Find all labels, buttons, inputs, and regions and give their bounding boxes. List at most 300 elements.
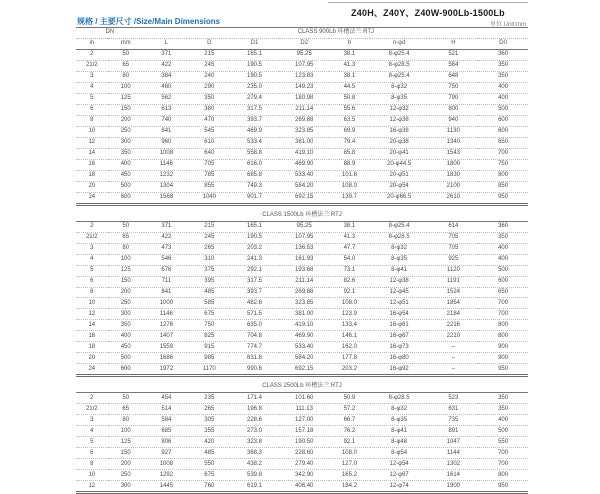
cell: 38.1 bbox=[343, 51, 356, 58]
cell: 323.8 bbox=[230, 437, 280, 448]
cell: 8-φ41 bbox=[370, 265, 429, 276]
cell: 1304 bbox=[144, 181, 189, 192]
table-row bbox=[76, 265, 528, 276]
cell: 891 bbox=[429, 426, 479, 437]
column-header: n-φd bbox=[370, 38, 429, 49]
cell: 825 bbox=[189, 331, 230, 342]
column-header: D0 bbox=[478, 38, 528, 49]
table-row bbox=[76, 342, 528, 353]
cell: 180.98 bbox=[279, 93, 329, 104]
cell: 1568 bbox=[144, 192, 189, 204]
cell: 685 bbox=[144, 426, 189, 437]
cell: 18 bbox=[76, 342, 108, 353]
cell: 500 bbox=[108, 353, 144, 364]
cell: 149.23 bbox=[279, 82, 329, 93]
cell: 600 bbox=[478, 276, 528, 287]
cell: 136.53 bbox=[279, 243, 329, 254]
cell: 190.5 bbox=[230, 60, 280, 71]
cell: 533.4 bbox=[230, 137, 280, 148]
cell: 381.00 bbox=[279, 137, 329, 148]
cell: 16-φ67 bbox=[370, 331, 429, 342]
cell: 1276 bbox=[144, 320, 189, 331]
cell: 806 bbox=[144, 437, 189, 448]
cell: 500 bbox=[478, 265, 528, 276]
cell: 675 bbox=[189, 470, 230, 481]
cell: 18 bbox=[76, 170, 108, 181]
cell: 80 bbox=[108, 243, 144, 254]
cell: 190.50 bbox=[279, 437, 329, 448]
cell: 162.0 bbox=[329, 342, 370, 353]
cell: 245 bbox=[189, 60, 230, 71]
cell: 240 bbox=[189, 71, 230, 82]
cell: 675 bbox=[189, 309, 230, 320]
cell: 469.90 bbox=[279, 159, 329, 170]
cell: 50 bbox=[122, 394, 130, 401]
dimensions-table-section-1 bbox=[76, 27, 528, 206]
cell: 350 bbox=[478, 71, 528, 82]
cell: 4 bbox=[76, 254, 108, 265]
cell: 65 bbox=[108, 232, 144, 243]
cell: 20-φ38 bbox=[370, 137, 429, 148]
cell: 450 bbox=[108, 170, 144, 181]
table-row bbox=[76, 470, 528, 481]
cell: 1543 bbox=[429, 148, 479, 159]
cell: 342.90 bbox=[279, 470, 329, 481]
cell: 500 bbox=[478, 104, 528, 115]
cell: 850 bbox=[478, 181, 528, 192]
cell: 395 bbox=[189, 276, 230, 287]
cell: 831.8 bbox=[230, 353, 280, 364]
cell: 8 bbox=[76, 115, 108, 126]
cell: 12-φ38 bbox=[370, 115, 429, 126]
cell: 705 bbox=[189, 159, 230, 170]
cell: 438.2 bbox=[230, 459, 280, 470]
cell: 12 bbox=[76, 137, 108, 148]
cell: 250 bbox=[108, 298, 144, 309]
cell: 750 bbox=[429, 82, 479, 93]
cell: 1614 bbox=[429, 470, 479, 481]
cell: 111.13 bbox=[279, 404, 329, 415]
cell: 539.8 bbox=[230, 470, 280, 481]
cell: 14 bbox=[76, 148, 108, 159]
cell: 14 bbox=[76, 320, 108, 331]
cell: 21/2 bbox=[76, 232, 108, 243]
cell: 800 bbox=[478, 331, 528, 342]
cell: 123.83 bbox=[279, 71, 329, 82]
cell: 1146 bbox=[144, 159, 189, 170]
cell: 1340 bbox=[429, 137, 479, 148]
cell: 700 bbox=[478, 448, 528, 459]
cell: 841 bbox=[144, 126, 189, 137]
cell: 20-φ41 bbox=[370, 148, 429, 159]
table-row bbox=[76, 159, 528, 170]
cell: 6 bbox=[76, 276, 108, 287]
cell: 350 bbox=[478, 232, 528, 243]
cell: 350 bbox=[108, 148, 144, 159]
table-row bbox=[76, 426, 528, 437]
cell: 57.2 bbox=[329, 404, 370, 415]
cell: 469.9 bbox=[230, 126, 280, 137]
cell: 1120 bbox=[429, 265, 479, 276]
cell: 8-φ35 bbox=[370, 93, 429, 104]
cell: 400 bbox=[478, 82, 528, 93]
cell: 482.6 bbox=[230, 298, 280, 309]
cell: 735 bbox=[429, 415, 479, 426]
cell: 8-φ41 bbox=[370, 426, 429, 437]
cell: 2610 bbox=[429, 192, 479, 204]
cell: 20 bbox=[76, 181, 108, 192]
table-row bbox=[76, 364, 528, 376]
cell: 44.5 bbox=[329, 82, 370, 93]
cell: 65 bbox=[108, 60, 144, 71]
cell: 473 bbox=[144, 243, 189, 254]
cell: – bbox=[429, 353, 479, 364]
cell: 450 bbox=[108, 342, 144, 353]
cell: 95.25 bbox=[296, 51, 312, 58]
cell: 950 bbox=[478, 364, 528, 376]
unit-label: 单位 Unit:mm bbox=[489, 22, 526, 28]
table-row bbox=[76, 192, 528, 204]
cell: 12-φ38 bbox=[370, 276, 429, 287]
cell: 800 bbox=[478, 170, 528, 181]
cell: 545 bbox=[189, 126, 230, 137]
cell: 16-φ80 bbox=[370, 353, 429, 364]
cell: 2 bbox=[90, 51, 94, 58]
cell: 940 bbox=[429, 115, 479, 126]
cell: 960 bbox=[144, 137, 189, 148]
cell: 323.85 bbox=[279, 298, 329, 309]
cell: 419.10 bbox=[279, 320, 329, 331]
cell: 245 bbox=[189, 232, 230, 243]
cell: 161.93 bbox=[279, 254, 329, 265]
cell: 400 bbox=[478, 93, 528, 104]
cell: 1972 bbox=[144, 364, 189, 376]
cell: 211.14 bbox=[279, 104, 329, 115]
cell: 2210 bbox=[429, 331, 479, 342]
cell: 1191 bbox=[429, 276, 479, 287]
cell: 521 bbox=[448, 51, 459, 58]
cell: 8 bbox=[76, 459, 108, 470]
cell: 692.15 bbox=[279, 192, 329, 204]
dimensions-table-section-2 bbox=[76, 210, 528, 378]
cell: 100 bbox=[108, 82, 144, 93]
cell: 400 bbox=[108, 331, 144, 342]
cell: 8-φ25.4 bbox=[370, 71, 429, 82]
cell: 107.95 bbox=[279, 60, 329, 71]
cell: 685.8 bbox=[230, 170, 280, 181]
table-row bbox=[76, 298, 528, 309]
column-header: mm bbox=[108, 38, 144, 49]
cell: 705 bbox=[429, 243, 479, 254]
cell: 384 bbox=[144, 71, 189, 82]
cell: 841 bbox=[144, 287, 189, 298]
cell: 65 bbox=[108, 404, 144, 415]
cell: 1000 bbox=[144, 298, 189, 309]
cell: 50 bbox=[122, 223, 130, 230]
cell: 562 bbox=[144, 93, 189, 104]
cell: 790 bbox=[429, 93, 479, 104]
cell: 317.5 bbox=[230, 276, 280, 287]
cell: 355 bbox=[189, 426, 230, 437]
cell: 6 bbox=[76, 104, 108, 115]
cell: 273.0 bbox=[230, 426, 280, 437]
cell: 20-φ51 bbox=[370, 170, 429, 181]
cell: 393.7 bbox=[230, 287, 280, 298]
cell: 855 bbox=[189, 181, 230, 192]
table-row bbox=[76, 254, 528, 265]
cell: 38.1 bbox=[329, 71, 370, 82]
cell: 393.7 bbox=[230, 115, 280, 126]
cell: 360 bbox=[498, 223, 509, 230]
cell: 901.7 bbox=[230, 192, 280, 204]
cell: 514 bbox=[144, 404, 189, 415]
cell: 76.2 bbox=[329, 426, 370, 437]
cell: 1407 bbox=[144, 331, 189, 342]
cell: 171.4 bbox=[246, 394, 262, 401]
cell: 12-φ45 bbox=[370, 287, 429, 298]
cell: 8-φ48 bbox=[370, 437, 429, 448]
cell: 400 bbox=[478, 243, 528, 254]
cell: 400 bbox=[478, 254, 528, 265]
dn-column-group-header: DN bbox=[76, 28, 144, 39]
cell: 460 bbox=[144, 82, 189, 93]
cell: 704.8 bbox=[230, 331, 280, 342]
cell: 380 bbox=[189, 104, 230, 115]
cell: 350 bbox=[108, 320, 144, 331]
cell: 10 bbox=[76, 126, 108, 137]
cell: 150 bbox=[108, 276, 144, 287]
column-header: H bbox=[429, 38, 479, 49]
cell: 16-φ92 bbox=[370, 364, 429, 376]
cell: 631 bbox=[429, 404, 479, 415]
cell: 1146 bbox=[144, 309, 189, 320]
cell: 1144 bbox=[429, 448, 479, 459]
cell: 12-φ67 bbox=[370, 470, 429, 481]
cell: 533.40 bbox=[279, 170, 329, 181]
cell: 469.90 bbox=[279, 331, 329, 342]
cell: 1686 bbox=[144, 353, 189, 364]
cell: 800 bbox=[478, 320, 528, 331]
cell: 184.2 bbox=[329, 481, 370, 493]
cell: 305 bbox=[189, 415, 230, 426]
cell: 400 bbox=[478, 415, 528, 426]
cell: 190.5 bbox=[230, 71, 280, 82]
cell: 38.1 bbox=[343, 223, 356, 230]
table-row bbox=[76, 437, 528, 448]
cell: 950 bbox=[478, 192, 528, 204]
cell: 41.3 bbox=[329, 232, 370, 243]
cell: 150 bbox=[108, 104, 144, 115]
cell: 16-φ54 bbox=[370, 309, 429, 320]
cell: 24 bbox=[76, 192, 108, 204]
cell: 1800 bbox=[429, 159, 479, 170]
cell: 3 bbox=[76, 415, 108, 426]
cell: 8-φ32 bbox=[370, 404, 429, 415]
cell: 705 bbox=[429, 232, 479, 243]
table-row bbox=[76, 309, 528, 320]
table-row bbox=[76, 181, 528, 192]
table-row bbox=[76, 221, 528, 232]
cell: 740 bbox=[144, 115, 189, 126]
cell: 900 bbox=[478, 353, 528, 364]
page-title: Z40H、Z40Y、Z40W-900Lb-1500Lb bbox=[328, 2, 528, 19]
cell: 692.15 bbox=[279, 364, 329, 376]
cell: 610 bbox=[189, 137, 230, 148]
cell: 12-φ74 bbox=[370, 481, 429, 493]
cell: 533.40 bbox=[279, 342, 329, 353]
table-row bbox=[76, 82, 528, 93]
cell: 571.5 bbox=[230, 309, 280, 320]
cell: 700 bbox=[478, 309, 528, 320]
cell: 10 bbox=[76, 298, 108, 309]
cell: 146.1 bbox=[329, 331, 370, 342]
table-row bbox=[76, 415, 528, 426]
cell: 500 bbox=[108, 181, 144, 192]
cell: 10 bbox=[76, 470, 108, 481]
cell: 279.4 bbox=[230, 93, 280, 104]
cell: 8-φ35 bbox=[370, 415, 429, 426]
cell: 20-φ54 bbox=[370, 181, 429, 192]
cell: 558.8 bbox=[230, 148, 280, 159]
cell: 228.6 bbox=[230, 415, 280, 426]
cell: 1047 bbox=[429, 437, 479, 448]
table-row bbox=[76, 320, 528, 331]
cell: 203.2 bbox=[230, 243, 280, 254]
cell: 269.88 bbox=[279, 287, 329, 298]
cell: 600 bbox=[478, 126, 528, 137]
cell: 550 bbox=[478, 437, 528, 448]
table-row bbox=[76, 115, 528, 126]
cell: 422 bbox=[144, 232, 189, 243]
cell: 711 bbox=[144, 276, 189, 287]
table-row bbox=[76, 353, 528, 364]
cell: 200 bbox=[108, 115, 144, 126]
column-header: L bbox=[144, 38, 189, 49]
cell: 585 bbox=[189, 298, 230, 309]
cell: 317.5 bbox=[230, 104, 280, 115]
cell: 750 bbox=[478, 159, 528, 170]
cell: 20-φ66.5 bbox=[370, 192, 429, 204]
cell: 2 bbox=[90, 394, 94, 401]
cell: 196.8 bbox=[230, 404, 280, 415]
cell: 50.9 bbox=[343, 394, 356, 401]
table-row bbox=[76, 276, 528, 287]
cell: 419.10 bbox=[279, 148, 329, 159]
cell: 66.7 bbox=[329, 415, 370, 426]
cell: 600 bbox=[108, 364, 144, 376]
table-row bbox=[76, 137, 528, 148]
cell: 8-φ54 bbox=[370, 448, 429, 459]
class-section-header: CLASS 900Lb 环槽法兰 RTJ bbox=[144, 28, 528, 39]
table-row bbox=[76, 459, 528, 470]
cell: 92.1 bbox=[329, 437, 370, 448]
cell: 700 bbox=[478, 298, 528, 309]
cell: 648 bbox=[429, 71, 479, 82]
cell: 12-φ51 bbox=[370, 298, 429, 309]
cell: 350 bbox=[498, 394, 509, 401]
cell: 485 bbox=[189, 287, 230, 298]
cell: 127.0 bbox=[329, 459, 370, 470]
cell: 650 bbox=[478, 287, 528, 298]
cell: 700 bbox=[478, 459, 528, 470]
cell: 12-φ54 bbox=[370, 459, 429, 470]
cell: 165.2 bbox=[329, 470, 370, 481]
cell: 1302 bbox=[429, 459, 479, 470]
cell: 95.25 bbox=[296, 223, 312, 230]
cell: 600 bbox=[478, 115, 528, 126]
cell: 150 bbox=[108, 448, 144, 459]
column-header: D1 bbox=[230, 38, 280, 49]
cell: 85.8 bbox=[329, 148, 370, 159]
cell: 6 bbox=[76, 448, 108, 459]
cell: 300 bbox=[108, 309, 144, 320]
cell: 381.00 bbox=[279, 309, 329, 320]
cell: 165.1 bbox=[246, 223, 262, 230]
cell: 101.6 bbox=[329, 170, 370, 181]
cell: 165.1 bbox=[246, 51, 262, 58]
cell: 292.1 bbox=[230, 265, 280, 276]
cell: 640 bbox=[189, 148, 230, 159]
cell: 290 bbox=[189, 82, 230, 93]
cell: 125 bbox=[108, 93, 144, 104]
cell: 79.4 bbox=[329, 137, 370, 148]
cell: 300 bbox=[108, 137, 144, 148]
cell: 500 bbox=[478, 426, 528, 437]
cell: 69.9 bbox=[329, 126, 370, 137]
cell: 215 bbox=[204, 51, 215, 58]
cell: 3 bbox=[76, 243, 108, 254]
table-row bbox=[76, 148, 528, 159]
cell: 749.3 bbox=[230, 181, 280, 192]
class-section-header: CLASS 1500Lb 环槽法兰 RTJ bbox=[76, 210, 528, 222]
cell: 200 bbox=[108, 287, 144, 298]
cell: 650 bbox=[478, 137, 528, 148]
cell: 8-φ28.5 bbox=[370, 60, 429, 71]
cell: 915 bbox=[189, 342, 230, 353]
cell: 700 bbox=[478, 148, 528, 159]
cell: 12 bbox=[76, 309, 108, 320]
cell: 5 bbox=[76, 265, 108, 276]
cell: 133.4 bbox=[329, 320, 370, 331]
cell: 523 bbox=[448, 394, 459, 401]
cell: 100 bbox=[108, 426, 144, 437]
cell: 584 bbox=[429, 60, 479, 71]
cell: 108.0 bbox=[329, 448, 370, 459]
cell: 422 bbox=[144, 60, 189, 71]
cell: 2 bbox=[90, 223, 94, 230]
cell: 100 bbox=[108, 254, 144, 265]
cell: 200 bbox=[108, 459, 144, 470]
table-row bbox=[76, 243, 528, 254]
cell: 375 bbox=[189, 265, 230, 276]
cell: 107.95 bbox=[279, 232, 329, 243]
cell: 54.0 bbox=[329, 254, 370, 265]
cell: 1900 bbox=[429, 481, 479, 493]
cell: 800 bbox=[429, 104, 479, 115]
cell: 250 bbox=[108, 126, 144, 137]
cell: 8-φ35 bbox=[370, 254, 429, 265]
cell: 800 bbox=[478, 470, 528, 481]
cell: 139.7 bbox=[329, 192, 370, 204]
cell: 5 bbox=[76, 93, 108, 104]
cell: 635.0 bbox=[230, 320, 280, 331]
cell: 250 bbox=[108, 470, 144, 481]
column-header: b bbox=[329, 38, 370, 49]
cell: 350 bbox=[478, 404, 528, 415]
cell: 16-φ73 bbox=[370, 342, 429, 353]
cell: 2100 bbox=[429, 181, 479, 192]
cell: 211.14 bbox=[279, 276, 329, 287]
